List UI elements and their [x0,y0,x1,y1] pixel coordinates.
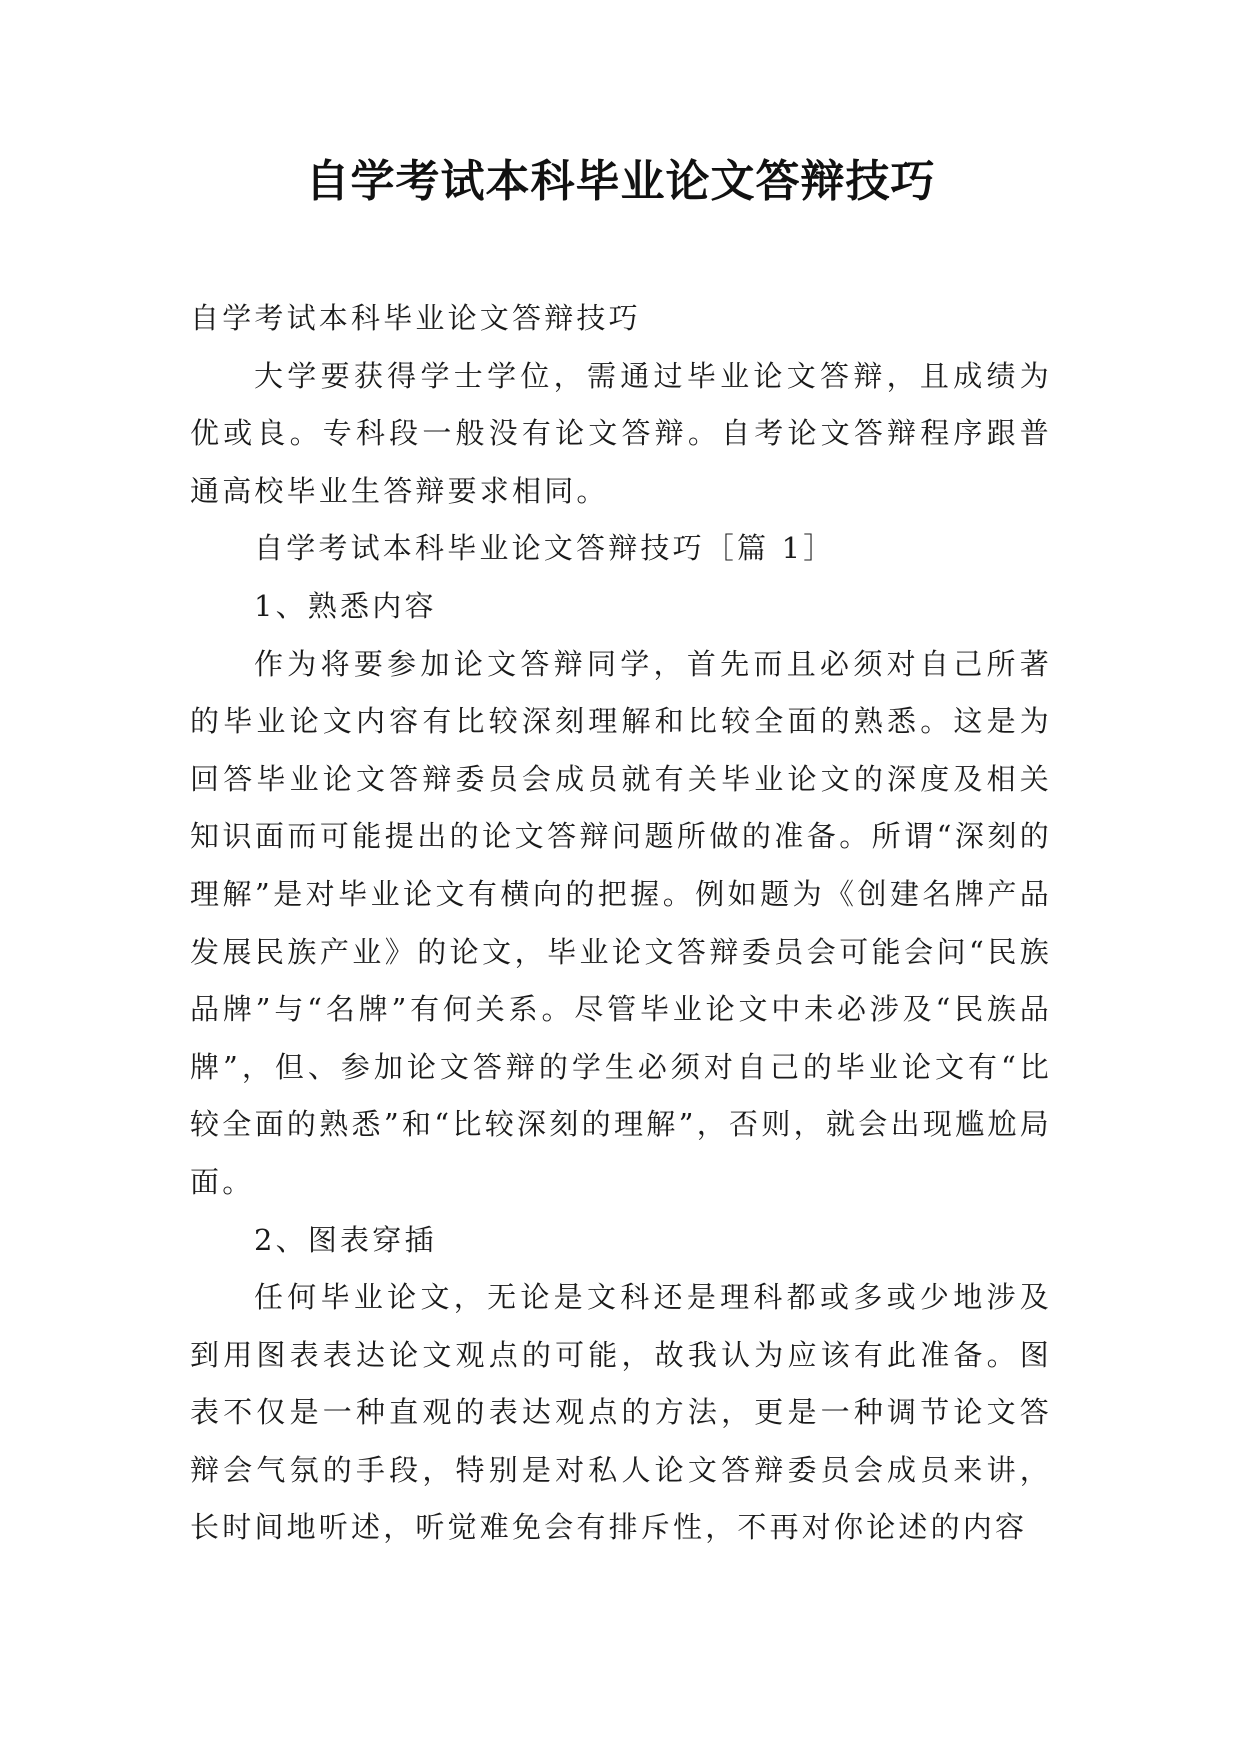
paragraph-section-heading: 自学考试本科毕业论文答辩技巧［篇 1］ [254,531,836,566]
paragraph-body-1: 作为将要参加论文答辩同学，首先而且必须对自己所著的毕业论文内容有比较深刻理解和比较全面的熟悉。这是为回答毕业论文答辩委员会成员就有关毕业论文的深度及相关知识面而可能提出的论文答辩问题所做的准备。所谓“深刻的理解”是对毕业论文有横向的把握。例如题为《创建名牌产品发展民族产业》的论文，毕业论文答辩委员会可能会问“民族品牌”与“名牌”有何关系。尽管毕业论文中未必涉及“民族品牌”，但、参加论文答辩的学生必须对自己的毕业论文有“比较全面的熟悉”和“比较深刻的理解”，否则，就会出现尴尬局面。 [190,646,1052,1199]
paragraph-heading-2: 2、图表穿插 [254,1222,437,1257]
document-title: 自学考试本科毕业论文答辩技巧 [305,156,936,207]
paragraph-heading-1: 1、熟悉内容 [254,588,437,623]
document-body [190,290,1052,1557]
paragraph-body-2: 任何毕业论文，无论是文科还是理科都或多或少地涉及到用图表表达论文观点的可能，故我认为应该有此准备。图表不仅是一种直观的表达观点的方法，更是一种调节论文答辩会气氛的手段，特别是对私人论文答辩委员会成员来讲，长时间地听述，听觉难免会有排斥性，不再对你论述的内容 [190,1280,1052,1545]
paragraph-intro: 大学要获得学士学位，需通过毕业论文答辩，且成绩为优或良。专科段一般没有论文答辩。自考论文答辩程序跟普通高校毕业生答辩要求相同。 [190,358,1052,508]
paragraph-subtitle: 自学考试本科毕业论文答辩技巧 [190,301,641,335]
